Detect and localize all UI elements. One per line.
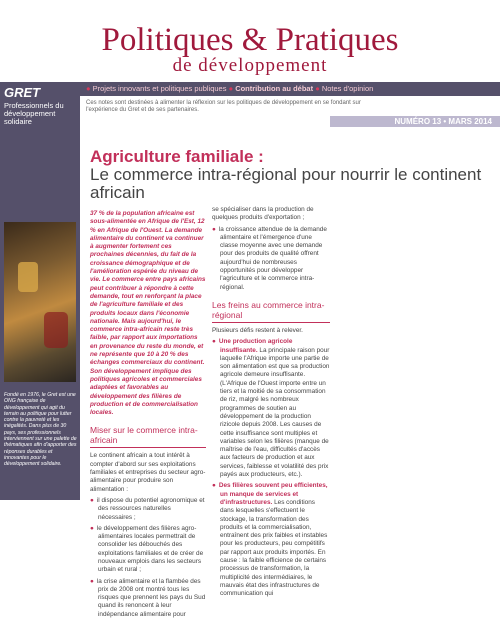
item-text: Les conditions dans lesquelles s'effectuent le stockage, la transformation des produits et la commercialisation, entraînent des prix faibles et instables pour les producteurs, peu compétitifs par rapport aux produits importés. En cause : la faible efficience de certains processus de transformation, la multiplicité des intermédiaires, le mauvais état des infrastructures de communication qui [220, 498, 328, 598]
category-bar [80, 82, 500, 96]
bullet-icon: ● [86, 84, 91, 93]
sidebar [0, 82, 80, 500]
section2-heading: Les freins au commerce intra-régional [212, 300, 330, 323]
issue-number: NUMÉRO 13 • MARS 2014 [394, 117, 492, 126]
item-lead: Une production agricole insuffisante. [218, 338, 293, 354]
category-debate: Contribution au débat [235, 84, 314, 93]
headline-kicker: Agriculture familiale : [90, 147, 264, 166]
publication-subtitle: de développement [172, 55, 328, 76]
intro-text: Ces notes sont destinées à alimenter la réflexion sur les politiques de développement en se fondant sur l'expérience du Gret et de ses partenaires. [86, 100, 361, 113]
section2-intro: Plusieurs défis restent à relever. [212, 326, 303, 334]
list-item: ● la croissance attendue de la demande alimentaire et l'émergence d'une classe moyenne avec une demande pour des produits de qualité offrent aujourd'hui de nombreuses opportunités pour développer l'agriculture et le commerce intra-régional. [212, 226, 330, 292]
headline-title: Le commerce intra-régional pour nourrir le continent africain [90, 165, 482, 202]
list-item [212, 338, 330, 479]
field-photo [4, 222, 76, 382]
lead-paragraph: 37 % de la population africaine est sous-alimentée en Afrique de l'Est, 12 % en Afrique de l'Ouest. La demande alimentaire du continent va continuer à augmenter fortement ces prochaines décennies, du fait de la croissance démographique et de l'amélioration espérée du niveau de vie. Le commerce entre pays africains peut contribuer à répondre à cette demande, tout en renforçant la place de l'agriculture familiale et des produits locaux dans l'économie nationale. Mais aujourd'hui, le commerce intra-africain reste très faible, par rapport aux importations en provenance du reste du monde, et ne représente que 10 à 20 % des échanges commerciaux du continent. Son développement implique des politiques agricoles et commerciales adaptées et favorables au développement des filières de production et de commercialisation locales. [90, 210, 206, 417]
column-right [212, 206, 330, 601]
continuation-text: se spécialiser dans la production de quelques produits d'exportation ; [212, 206, 314, 222]
category-opinion: Notes d'opinion [321, 84, 374, 93]
bullet-icon: ● [315, 84, 320, 93]
item-lead: Des filières souvent peu efficientes, un manque de services et d'infrastructures. [218, 482, 328, 506]
list-item: ● la crise alimentaire et la flambée des prix de 2008 ont montré tous les risques que prennent les pays du Sud quand ils renoncent à leur indépendance alimentaire pour [90, 578, 206, 619]
section1-paragraph: Le continent africain a tout intérêt à compter d'abord sur ses exploitations familiales et entreprises du secteur agro-alimentaire pour produire son alimentation : [90, 452, 206, 493]
gret-description: Fondé en 1976, le Gret est une ONG française de développement qui agit du terrain au politique pour lutter contre la pauvreté et les inégalités. Dans plus de 30 pays, ses professionnels interviennent sur une palette de thématiques afin d'apporter des réponses durables et innovantes pour le développement solidaire. [4, 392, 77, 468]
publication-title: Politiques & Pratiques [101, 22, 399, 58]
column-left [90, 210, 206, 622]
list-item: ● le développement des filières agro-alimentaires locales permettrait de consolider les débouchés des exploitations familiales et de créer de nouveaux emplois dans les secteurs urbain et rural ; [90, 525, 206, 575]
issue-bar [330, 116, 500, 127]
bullet-icon: ● [228, 84, 234, 93]
headline [90, 148, 490, 202]
gret-tagline: Professionnels du développement solidaire [4, 101, 64, 126]
masthead [0, 0, 500, 82]
item-text: La principale raison pour laquelle l'Afrique importe une partie de son alimentation est que sa production agricole demeure insuffisante. (L'Afrique de l'Ouest importe entre un tiers et la moitié de sa consommation de riz, malgré les nombreux programmes de soutien au développement de la production rizicole depuis 2008. Les causes de cette insuffisance sont multiples et variables selon les filières (manque de maîtrise de l'eau, difficultés d'accès aux facteurs de production et aux services, faiblesse et volatilité des prix payés aux producteurs, etc.). [220, 346, 330, 479]
category-projects: Projets innovants et politiques publiques [92, 84, 227, 93]
gret-logo: GRET [4, 85, 41, 100]
list-item: ● il dispose du potentiel agronomique et des ressources naturelles nécessaires ; [90, 497, 206, 522]
section1-heading: Miser sur le commerce intra-africain [90, 425, 206, 448]
